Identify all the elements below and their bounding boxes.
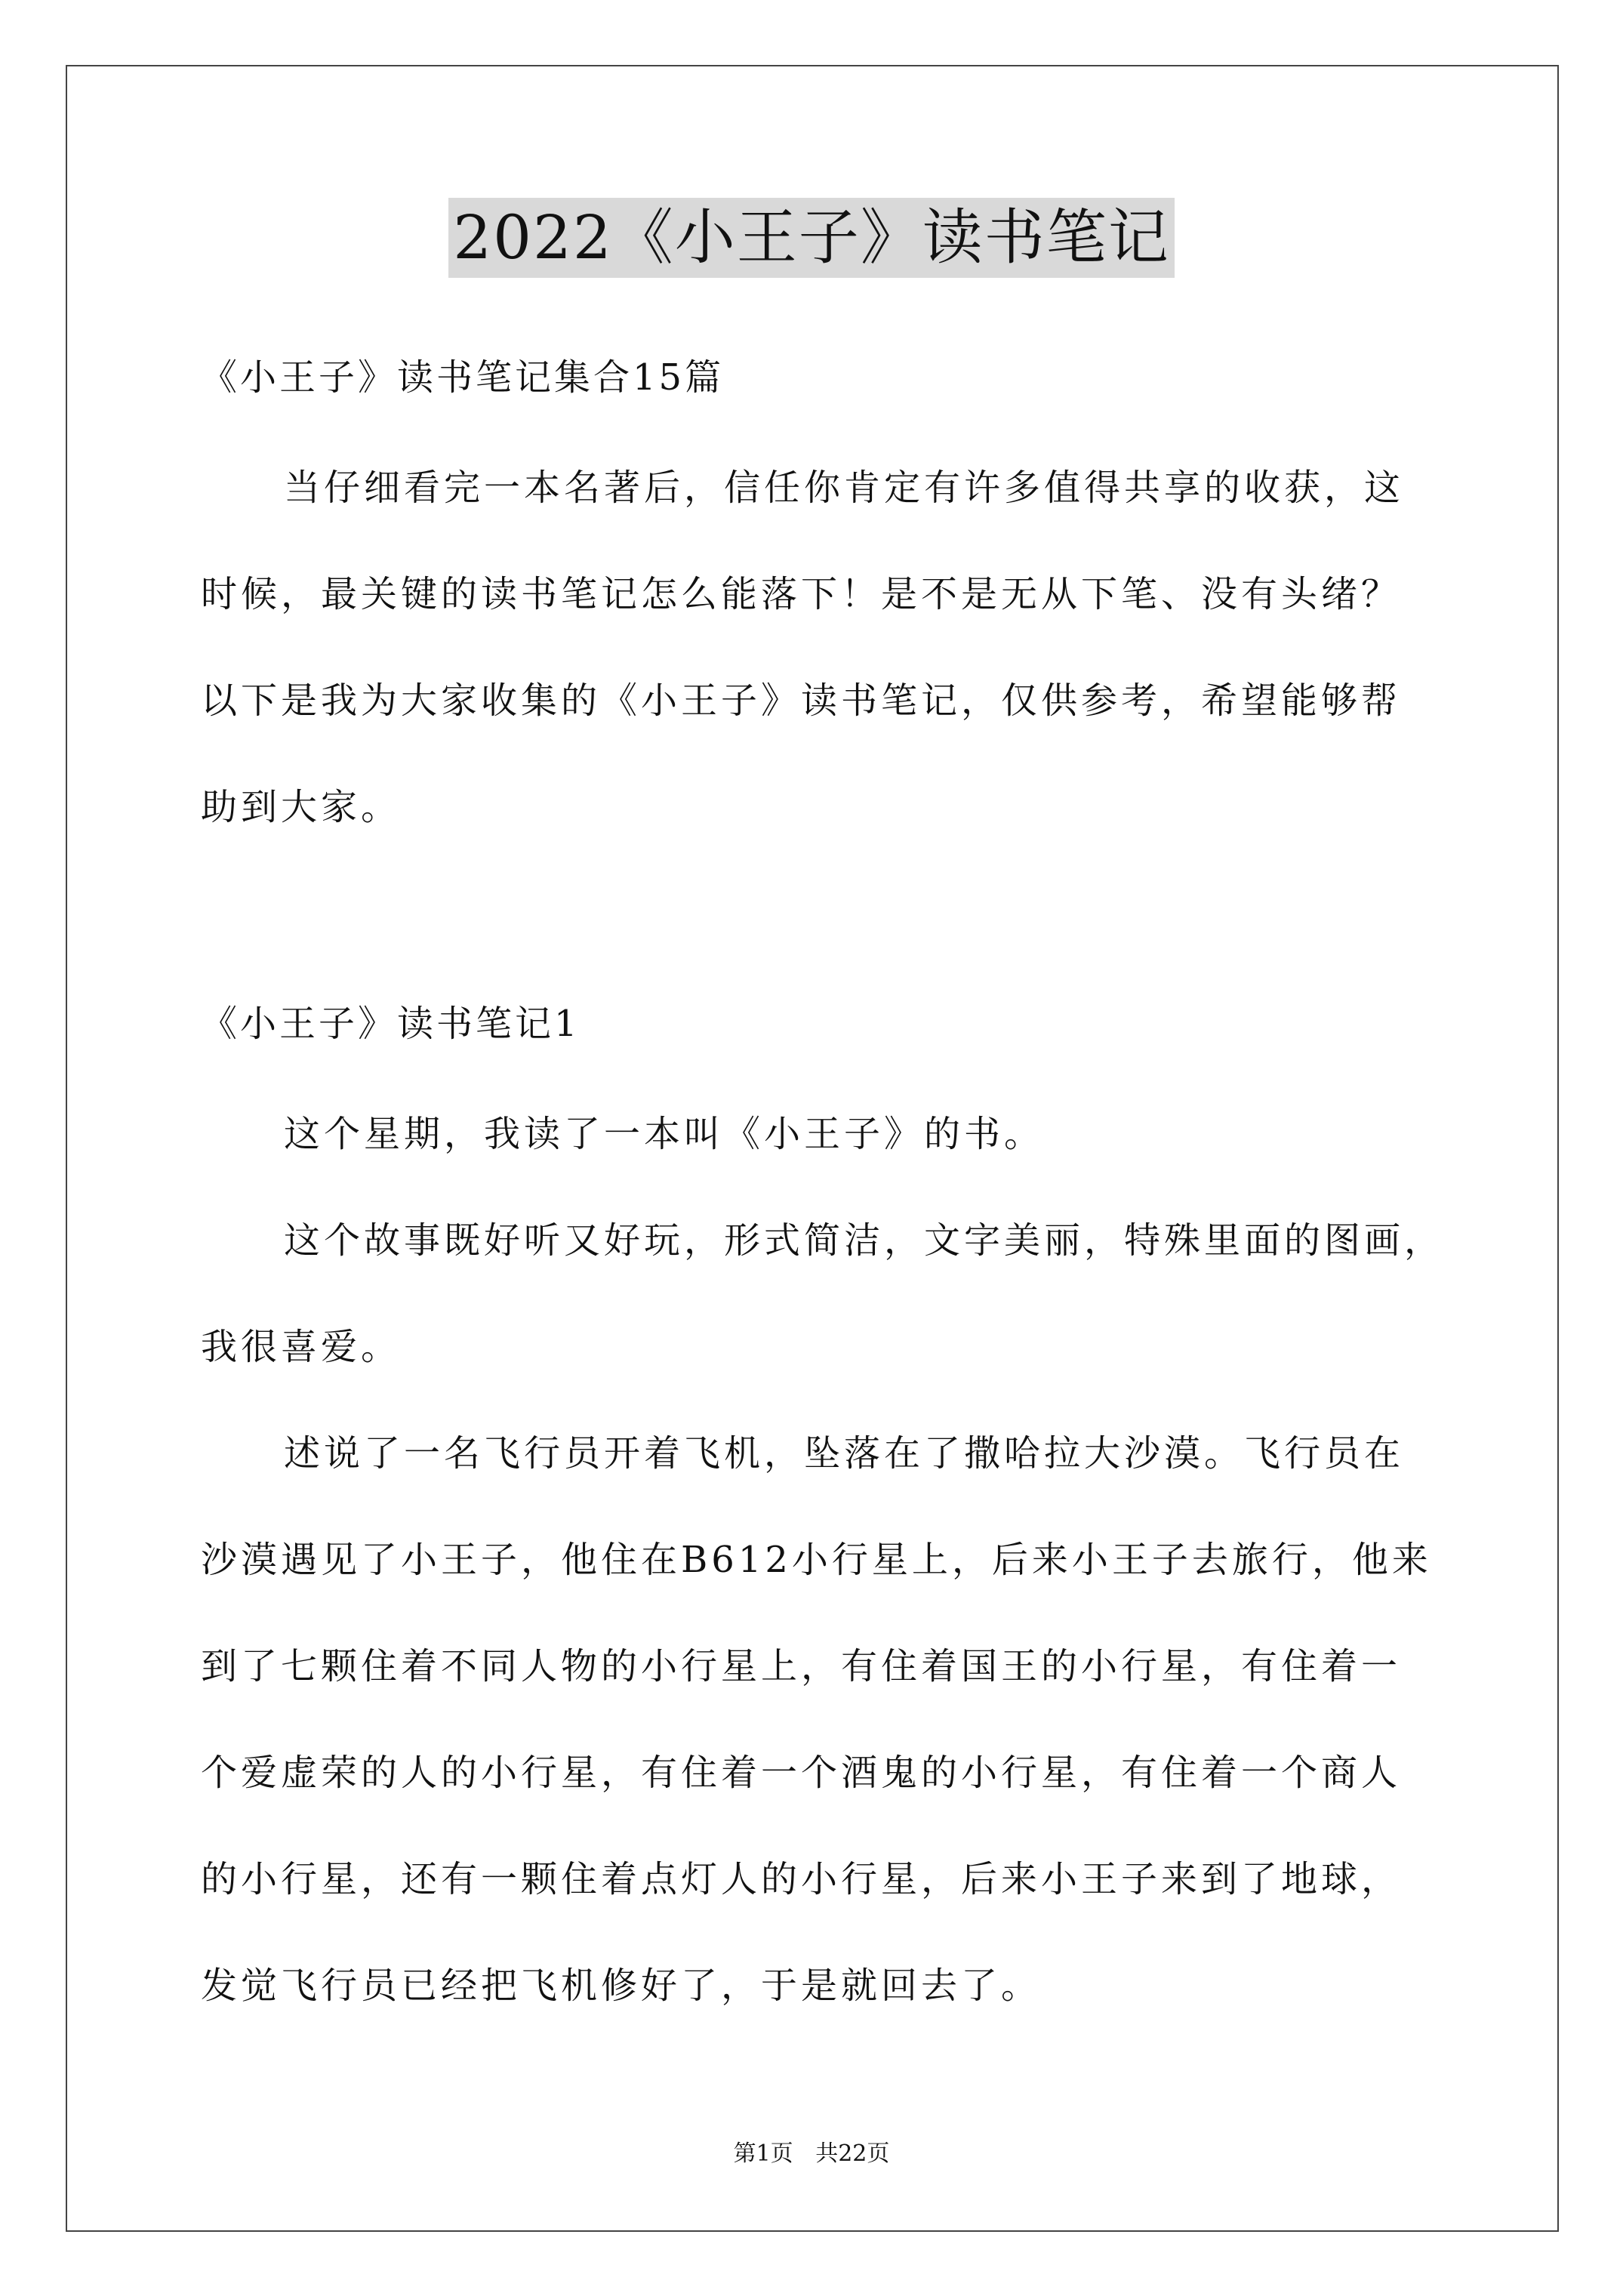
intro-line: 以下是我为大家收集的《小王子》读书笔记，仅供参考，希望能够帮 xyxy=(201,680,1402,722)
section-line: 沙漠遇见了小王子，他住在B612小行星上，后来小王子去旅行，他来 xyxy=(201,1539,1432,1581)
intro-line: 时候，最关键的读书笔记怎么能落下！是不是无从下笔、没有头绪？ xyxy=(201,573,1402,615)
section-line: 这个故事既好听又好玩，形式简洁，文字美丽，特殊里面的图画， xyxy=(284,1219,1445,1262)
intro-line: 助到大家。 xyxy=(201,786,402,828)
section-line: 这个星期，我读了一本叫《小王子》的书。 xyxy=(284,1113,1045,1155)
section-line: 我很喜爱。 xyxy=(201,1326,402,1368)
collection-heading: 《小王子》读书笔记集合15篇 xyxy=(201,356,725,399)
page-footer xyxy=(0,2139,1623,2169)
title-container xyxy=(0,198,1623,278)
section-line: 发觉飞行员已经把飞机修好了，于是就回去了。 xyxy=(201,1965,1042,2007)
section-line: 到了七颗住着不同人物的小行星上，有住着国王的小行星，有住着一 xyxy=(201,1645,1402,1687)
page-number: 第1页 xyxy=(733,2140,793,2167)
document-title: 2022《小王子》读书笔记 xyxy=(448,198,1175,278)
section-heading: 《小王子》读书笔记1 xyxy=(201,1003,581,1045)
page-total: 共22页 xyxy=(815,2140,890,2167)
section-line: 述说了一名飞行员开着飞机，坠落在了撒哈拉大沙漠。飞行员在 xyxy=(284,1432,1405,1475)
section-body xyxy=(201,1081,1477,2039)
section-line: 个爱虚荣的人的小行星，有住着一个酒鬼的小行星，有住着一个商人 xyxy=(201,1752,1402,1794)
intro-line: 当仔细看完一本名著后，信任你肯定有许多值得共享的收获，这 xyxy=(284,467,1405,509)
intro-paragraph xyxy=(201,435,1477,861)
section-line: 的小行星，还有一颗住着点灯人的小行星，后来小王子来到了地球， xyxy=(201,1858,1402,1900)
